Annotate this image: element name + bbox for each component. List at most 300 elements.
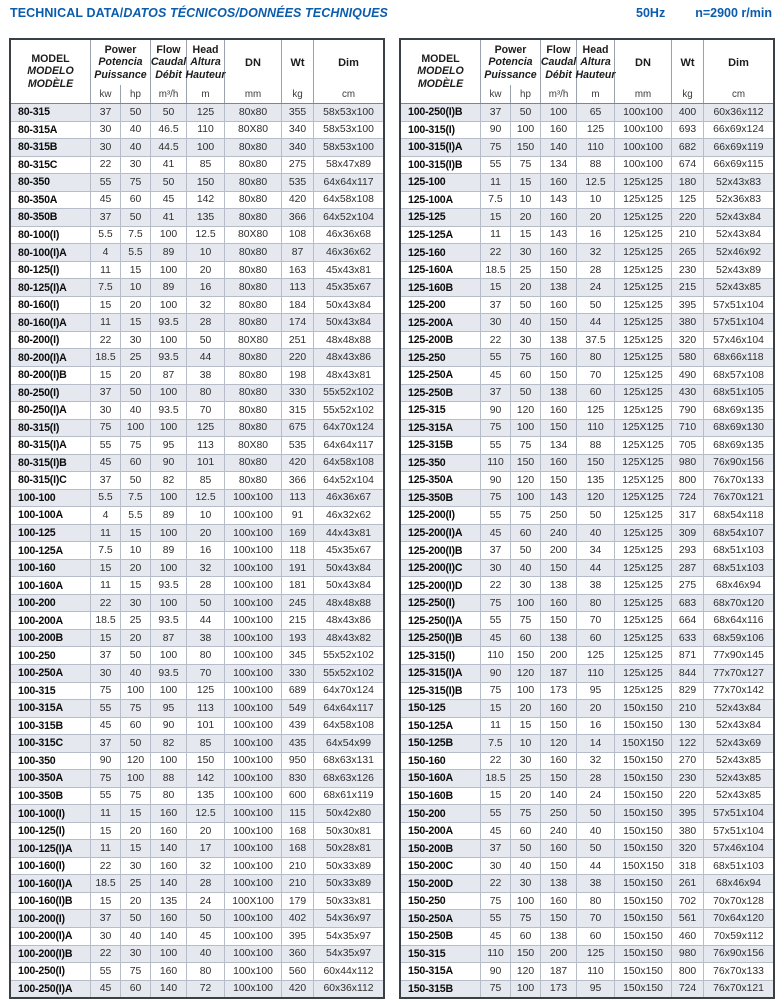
- head-cell: 110: [577, 665, 615, 682]
- dn-cell: 100x100: [615, 122, 672, 139]
- power-kw-cell: 45: [481, 367, 511, 384]
- dim-cell: 76x70x133: [713, 474, 764, 486]
- speed-label: n=2900 r/min: [695, 6, 772, 20]
- power-kw-cell: 22: [91, 946, 121, 963]
- dim-cell: 68x46x94: [715, 580, 762, 592]
- power-kw-cell: 5.5: [91, 227, 121, 244]
- wt-cell: 179: [282, 893, 314, 910]
- power-kw-cell: 90: [481, 402, 511, 419]
- wt-cell: 800: [672, 963, 704, 980]
- dn-cell: 100x100: [225, 840, 282, 857]
- model-cell: 125-160: [401, 244, 481, 261]
- head-cell: 110: [187, 122, 225, 139]
- flow-cell: 138: [541, 928, 577, 945]
- wt-cell: 682: [672, 139, 704, 156]
- power-hp-cell: 30: [121, 946, 151, 963]
- table-row: [401, 279, 773, 297]
- wt-cell: 330: [282, 385, 314, 402]
- power-hp-cell: 100: [121, 683, 151, 700]
- header-line: Flow: [546, 43, 571, 56]
- technical-table-right: [399, 38, 775, 999]
- wt-cell: 705: [672, 437, 704, 454]
- power-hp-cell: 40: [511, 560, 541, 577]
- dn-cell: 125x125: [615, 244, 672, 261]
- dim-cell: 50x28x81: [325, 843, 372, 855]
- wt-cell: 287: [672, 560, 704, 577]
- table-row: [11, 437, 383, 455]
- dn-cell: 150x150: [615, 770, 672, 787]
- dn-cell: 100x100: [225, 788, 282, 805]
- wt-cell: 125: [672, 192, 704, 209]
- flow-cell: 138: [541, 332, 577, 349]
- dim-cell: 57x51x104: [713, 808, 764, 820]
- table-row: [401, 840, 773, 858]
- wt-header-label: Wt: [290, 56, 305, 69]
- wt-cell: 87: [282, 244, 314, 261]
- power-hp-cell: 10: [121, 279, 151, 296]
- head-cell: 72: [187, 981, 225, 998]
- wt-cell: 340: [282, 122, 314, 139]
- wt-cell: 163: [282, 262, 314, 279]
- dn-cell: 125x125: [615, 385, 672, 402]
- head-cell: 70: [187, 402, 225, 419]
- flow-cell: 150: [541, 367, 577, 384]
- flow-cell: 160: [541, 753, 577, 770]
- dn-cell: 100x100: [225, 612, 282, 629]
- wt-cell: 420: [282, 981, 314, 998]
- column-model: [401, 40, 481, 103]
- head-cell: 17: [187, 840, 225, 857]
- model-cell: 80-315: [11, 104, 91, 121]
- dn-cell: 125X125: [615, 455, 672, 472]
- table-row: [11, 490, 383, 508]
- dn-cell: 100x100: [225, 647, 282, 664]
- model-cell: 100-315(I)B: [401, 157, 481, 174]
- head-cell: 38: [187, 630, 225, 647]
- dim-cell: 52x36x83: [715, 194, 762, 206]
- head-cell: 100: [187, 139, 225, 156]
- dn-cell: 125x125: [615, 683, 672, 700]
- model-cell: 150-315: [401, 946, 481, 963]
- dim-cell: 64x52x104: [323, 211, 374, 223]
- dim-cell: 45x35x67: [325, 545, 372, 557]
- flow-cell: 160: [151, 805, 187, 822]
- flow-cell: 80: [151, 788, 187, 805]
- table-row: [11, 718, 383, 736]
- flow-cell: 160: [541, 349, 577, 366]
- power-kw-cell: 4: [91, 244, 121, 261]
- dn-cell: 80x80: [225, 420, 282, 437]
- table-row: [401, 577, 773, 595]
- table-row: [401, 227, 773, 245]
- wt-cell: 460: [672, 928, 704, 945]
- flow-cell: 93.5: [151, 314, 187, 331]
- header-line: Hauteur: [185, 68, 226, 81]
- flow-cell: 46.5: [151, 122, 187, 139]
- dim-cell: 52x43x84: [715, 702, 762, 714]
- head-cell: 125: [187, 104, 225, 121]
- table-row: [401, 805, 773, 823]
- power-hp-cell: 60: [511, 823, 541, 840]
- flow-cell: 138: [541, 630, 577, 647]
- model-cell: 100-200(I)B: [11, 946, 91, 963]
- power-kw-cell: 37: [91, 104, 121, 121]
- flow-cell: 95: [151, 700, 187, 717]
- wt-cell: 168: [282, 823, 314, 840]
- model-cell: 100-350B: [11, 788, 91, 805]
- table-row: [401, 981, 773, 998]
- power-kw-cell: 11: [91, 525, 121, 542]
- head-cell: 110: [577, 420, 615, 437]
- flow-cell: 143: [541, 490, 577, 507]
- power-kw-cell: 22: [481, 577, 511, 594]
- table-body: [401, 104, 773, 997]
- model-cell: 125-100A: [401, 192, 481, 209]
- flow-cell: 82: [151, 735, 187, 752]
- table-row: [11, 122, 383, 140]
- dn-cell: 100x100: [225, 875, 282, 892]
- dn-cell: 150x150: [615, 718, 672, 735]
- table-row: [401, 507, 773, 525]
- power-kw-cell: 45: [91, 455, 121, 472]
- table-row: [401, 139, 773, 157]
- dim-cell: 55x52x102: [323, 667, 374, 679]
- table-row: [401, 683, 773, 701]
- dim-cell: 52x43x85: [715, 772, 762, 784]
- power-kw-cell: 90: [481, 472, 511, 489]
- dn-cell: 125x125: [615, 630, 672, 647]
- dim-cell: 50x43x84: [325, 580, 372, 592]
- dn-cell: 100x100: [225, 560, 282, 577]
- power-kw-cell: 55: [481, 910, 511, 927]
- head-cell: 150: [187, 174, 225, 191]
- wt-cell: 535: [282, 174, 314, 191]
- head-header-label: [577, 40, 614, 85]
- model-cell: 100-100A: [11, 507, 91, 524]
- flow-cell: 160: [541, 893, 577, 910]
- model-cell: 125-200A: [401, 314, 481, 331]
- head-cell: 50: [187, 910, 225, 927]
- flow-cell: 150: [541, 770, 577, 787]
- table-row: [401, 122, 773, 140]
- model-cell: 100-100(I): [11, 805, 91, 822]
- dim-cell: 68x69x135: [713, 439, 764, 451]
- table-row: [11, 647, 383, 665]
- power-hp-cell: 75: [511, 612, 541, 629]
- column-flow: [541, 40, 577, 103]
- power-hp-cell: 20: [121, 823, 151, 840]
- dn-cell: 125x125: [615, 279, 672, 296]
- dn-cell: 100x100: [225, 665, 282, 682]
- power-hp-cell: 100: [121, 770, 151, 787]
- power-kw-cell: 15: [91, 297, 121, 314]
- dim-cell: 52x43x85: [715, 790, 762, 802]
- flow-cell: 160: [151, 910, 187, 927]
- power-kw-cell: 37: [481, 542, 511, 559]
- dim-cell: 52x46x92: [715, 247, 762, 259]
- power-hp-cell: 60: [511, 367, 541, 384]
- power-hp-cell: 75: [511, 910, 541, 927]
- dim-cell: 50x43x84: [325, 317, 372, 329]
- model-cell: 100-250(I)B: [401, 104, 481, 121]
- dn-cell: 80x80: [225, 297, 282, 314]
- dim-header-label: Dim: [338, 56, 359, 69]
- power-hp-cell: 120: [511, 963, 541, 980]
- header-line: MODÈLE: [417, 77, 464, 90]
- head-cell: 85: [187, 472, 225, 489]
- power-kw-cell: 55: [91, 788, 121, 805]
- model-cell: 80-250(I): [11, 385, 91, 402]
- power-hp-cell: 5.5: [121, 507, 151, 524]
- head-cell: 95: [577, 981, 615, 998]
- wt-cell: 320: [672, 332, 704, 349]
- wt-cell: 664: [672, 612, 704, 629]
- power-kw-cell: 55: [481, 507, 511, 524]
- dim-cell: 50x43x84: [325, 562, 372, 574]
- unit-wt: kg: [292, 88, 303, 100]
- technical-table-left: [9, 38, 385, 999]
- flow-cell: 90: [151, 718, 187, 735]
- flow-header-label: [541, 40, 576, 85]
- flow-cell: 160: [541, 455, 577, 472]
- dim-cell: 50x33x89: [325, 860, 372, 872]
- power-kw-cell: 11: [91, 577, 121, 594]
- head-cell: 32: [187, 297, 225, 314]
- wt-cell: 693: [672, 122, 704, 139]
- head-cell: 10: [187, 507, 225, 524]
- dim-cell: 68x51x103: [713, 545, 764, 557]
- power-kw-cell: 7.5: [91, 279, 121, 296]
- column-wt: [672, 40, 704, 103]
- head-cell: 150: [577, 455, 615, 472]
- head-cell: 32: [577, 244, 615, 261]
- wt-cell: 340: [282, 139, 314, 156]
- wt-cell: 395: [672, 297, 704, 314]
- head-cell: 125: [577, 647, 615, 664]
- wt-cell: 245: [282, 595, 314, 612]
- wt-cell: 402: [282, 910, 314, 927]
- wt-cell: 215: [282, 612, 314, 629]
- flow-cell: 100: [541, 104, 577, 121]
- power-hp-cell: 50: [121, 472, 151, 489]
- dim-cell: 52x43x83: [715, 176, 762, 188]
- power-hp-cell: 50: [511, 840, 541, 857]
- model-cell: 80-315C: [11, 157, 91, 174]
- dn-cell: 125x125: [615, 367, 672, 384]
- dn-cell: 100x100: [225, 490, 282, 507]
- flow-cell: 100: [151, 420, 187, 437]
- flow-cell: 100: [151, 332, 187, 349]
- dn-cell: 100x100: [225, 595, 282, 612]
- power-hp-cell: 60: [121, 455, 151, 472]
- dn-cell: 150X150: [615, 735, 672, 752]
- flow-cell: 140: [151, 981, 187, 998]
- flow-cell: 160: [151, 963, 187, 980]
- model-cell: 125-100: [401, 174, 481, 191]
- wt-cell: 439: [282, 718, 314, 735]
- wt-cell: 184: [282, 297, 314, 314]
- power-hp-cell: 7.5: [121, 227, 151, 244]
- flow-cell: 100: [151, 647, 187, 664]
- table-row: [401, 420, 773, 438]
- wt-cell: 174: [282, 314, 314, 331]
- head-cell: 70: [577, 612, 615, 629]
- power-hp-cell: 75: [511, 805, 541, 822]
- wt-cell: 198: [282, 367, 314, 384]
- model-cell: 100-250: [11, 647, 91, 664]
- model-cell: 100-125: [11, 525, 91, 542]
- model-cell: 100-160(I): [11, 858, 91, 875]
- head-cell: 80: [187, 647, 225, 664]
- page-title: [10, 6, 388, 20]
- model-cell: 125-315B: [401, 437, 481, 454]
- power-hp-cell: 30: [121, 595, 151, 612]
- power-kw-cell: 11: [91, 314, 121, 331]
- flow-cell: 134: [541, 157, 577, 174]
- power-hp-cell: 10: [511, 192, 541, 209]
- head-cell: 37.5: [577, 332, 615, 349]
- dim-cell: 57x46x104: [713, 334, 764, 346]
- power-hp-cell: 75: [121, 963, 151, 980]
- dn-header-label: DN: [635, 56, 651, 69]
- head-cell: 80: [187, 963, 225, 980]
- head-cell: 50: [577, 507, 615, 524]
- wt-cell: 683: [672, 595, 704, 612]
- flow-cell: 45: [151, 192, 187, 209]
- flow-cell: 90: [151, 455, 187, 472]
- dim-cell: 64x70x124: [323, 422, 374, 434]
- power-hp-cell: 30: [511, 577, 541, 594]
- dim-cell: 64x58x108: [323, 194, 374, 206]
- power-hp-cell: 30: [511, 244, 541, 261]
- title-translations: DATOS TÉCNICOS/DONNÉES TECHNIQUES: [123, 6, 388, 20]
- table-row: [11, 735, 383, 753]
- power-kw-cell: 55: [481, 612, 511, 629]
- dn-cell: 150x150: [615, 700, 672, 717]
- wt-cell: 633: [672, 630, 704, 647]
- flow-cell: 187: [541, 665, 577, 682]
- table-row: [11, 472, 383, 490]
- dim-cell: 54x35x97: [325, 930, 372, 942]
- dim-cell: 58x47x89: [325, 159, 372, 171]
- model-cell: 150-200B: [401, 840, 481, 857]
- table-row: [401, 858, 773, 876]
- model-cell: 150-125A: [401, 718, 481, 735]
- table-row: [11, 455, 383, 473]
- flow-cell: 120: [541, 735, 577, 752]
- power-kw-cell: 45: [481, 823, 511, 840]
- model-cell: 125-315(I)A: [401, 665, 481, 682]
- header-line: Débit: [155, 68, 182, 81]
- power-kw-cell: 11: [91, 805, 121, 822]
- power-kw-cell: 30: [91, 928, 121, 945]
- dn-cell: 100x100: [225, 507, 282, 524]
- power-kw-cell: 45: [91, 981, 121, 998]
- power-hp-cell: 100: [511, 683, 541, 700]
- table-row: [11, 858, 383, 876]
- head-cell: 40: [577, 823, 615, 840]
- power-hp-cell: 50: [121, 647, 151, 664]
- power-hp-cell: 150: [511, 946, 541, 963]
- head-cell: 50: [577, 297, 615, 314]
- power-kw-cell: 5.5: [91, 490, 121, 507]
- header-line: Potencia: [98, 56, 143, 69]
- dim-header-label: Dim: [728, 56, 749, 69]
- table-row: [401, 788, 773, 806]
- wt-cell: 950: [282, 753, 314, 770]
- dim-cell: 68x51x105: [713, 387, 764, 399]
- wt-cell: 318: [672, 858, 704, 875]
- dim-cell: 48x43x81: [325, 369, 372, 381]
- table-row: [401, 455, 773, 473]
- table-row: [11, 192, 383, 210]
- power-hp-cell: 100: [121, 420, 151, 437]
- header-line: Altura: [190, 56, 221, 69]
- header-line: Power: [494, 43, 527, 56]
- header-line: Débit: [545, 68, 572, 81]
- flow-cell: 173: [541, 683, 577, 700]
- model-cell: 125-125A: [401, 227, 481, 244]
- dn-cell: 100x100: [225, 770, 282, 787]
- model-cell: 100-100: [11, 490, 91, 507]
- power-hp-cell: 20: [121, 367, 151, 384]
- model-cell: 125-315: [401, 402, 481, 419]
- flow-cell: 150: [541, 420, 577, 437]
- dn-cell: 125x125: [615, 227, 672, 244]
- flow-cell: 100: [151, 297, 187, 314]
- table-row: [11, 683, 383, 701]
- wt-cell: 180: [672, 174, 704, 191]
- dn-cell: 80x80: [225, 192, 282, 209]
- model-cell: 125-315(I): [401, 647, 481, 664]
- dn-cell: 80x80: [225, 244, 282, 261]
- wt-cell: 702: [672, 893, 704, 910]
- head-cell: 125: [577, 946, 615, 963]
- model-cell: 80-125(I)A: [11, 279, 91, 296]
- head-cell: 110: [577, 139, 615, 156]
- head-cell: 65: [577, 104, 615, 121]
- power-kw-cell: 11: [91, 840, 121, 857]
- frequency-label: 50Hz: [636, 6, 666, 20]
- column-head: [187, 40, 225, 103]
- power-kw-cell: 18.5: [481, 262, 511, 279]
- dim-cell: 60x36x112: [323, 983, 374, 995]
- flow-cell: 93.5: [151, 612, 187, 629]
- head-cell: 50: [577, 805, 615, 822]
- title-english: TECHNICAL DATA/: [10, 6, 124, 20]
- table-row: [11, 665, 383, 683]
- dim-cell: 50x30x81: [325, 825, 372, 837]
- power-kw-cell: 110: [481, 647, 511, 664]
- head-cell: 40: [577, 525, 615, 542]
- head-cell: 60: [577, 630, 615, 647]
- power-hp-cell: 75: [511, 507, 541, 524]
- dn-cell: 80X80: [225, 227, 282, 244]
- power-kw-cell: 37: [481, 104, 511, 121]
- table-row: [11, 770, 383, 788]
- power-kw-cell: 45: [481, 630, 511, 647]
- power-hp-cell: 20: [121, 630, 151, 647]
- table-row: [11, 840, 383, 858]
- model-cell: 100-315(I): [401, 122, 481, 139]
- wt-cell: 191: [282, 560, 314, 577]
- power-hp-cell: 60: [511, 525, 541, 542]
- wt-cell: 366: [282, 209, 314, 226]
- power-kw-cell: 22: [91, 858, 121, 875]
- dim-cell: 64x64x117: [323, 702, 374, 714]
- power-hp-cell: 20: [511, 279, 541, 296]
- dim-cell: 55x52x102: [323, 404, 374, 416]
